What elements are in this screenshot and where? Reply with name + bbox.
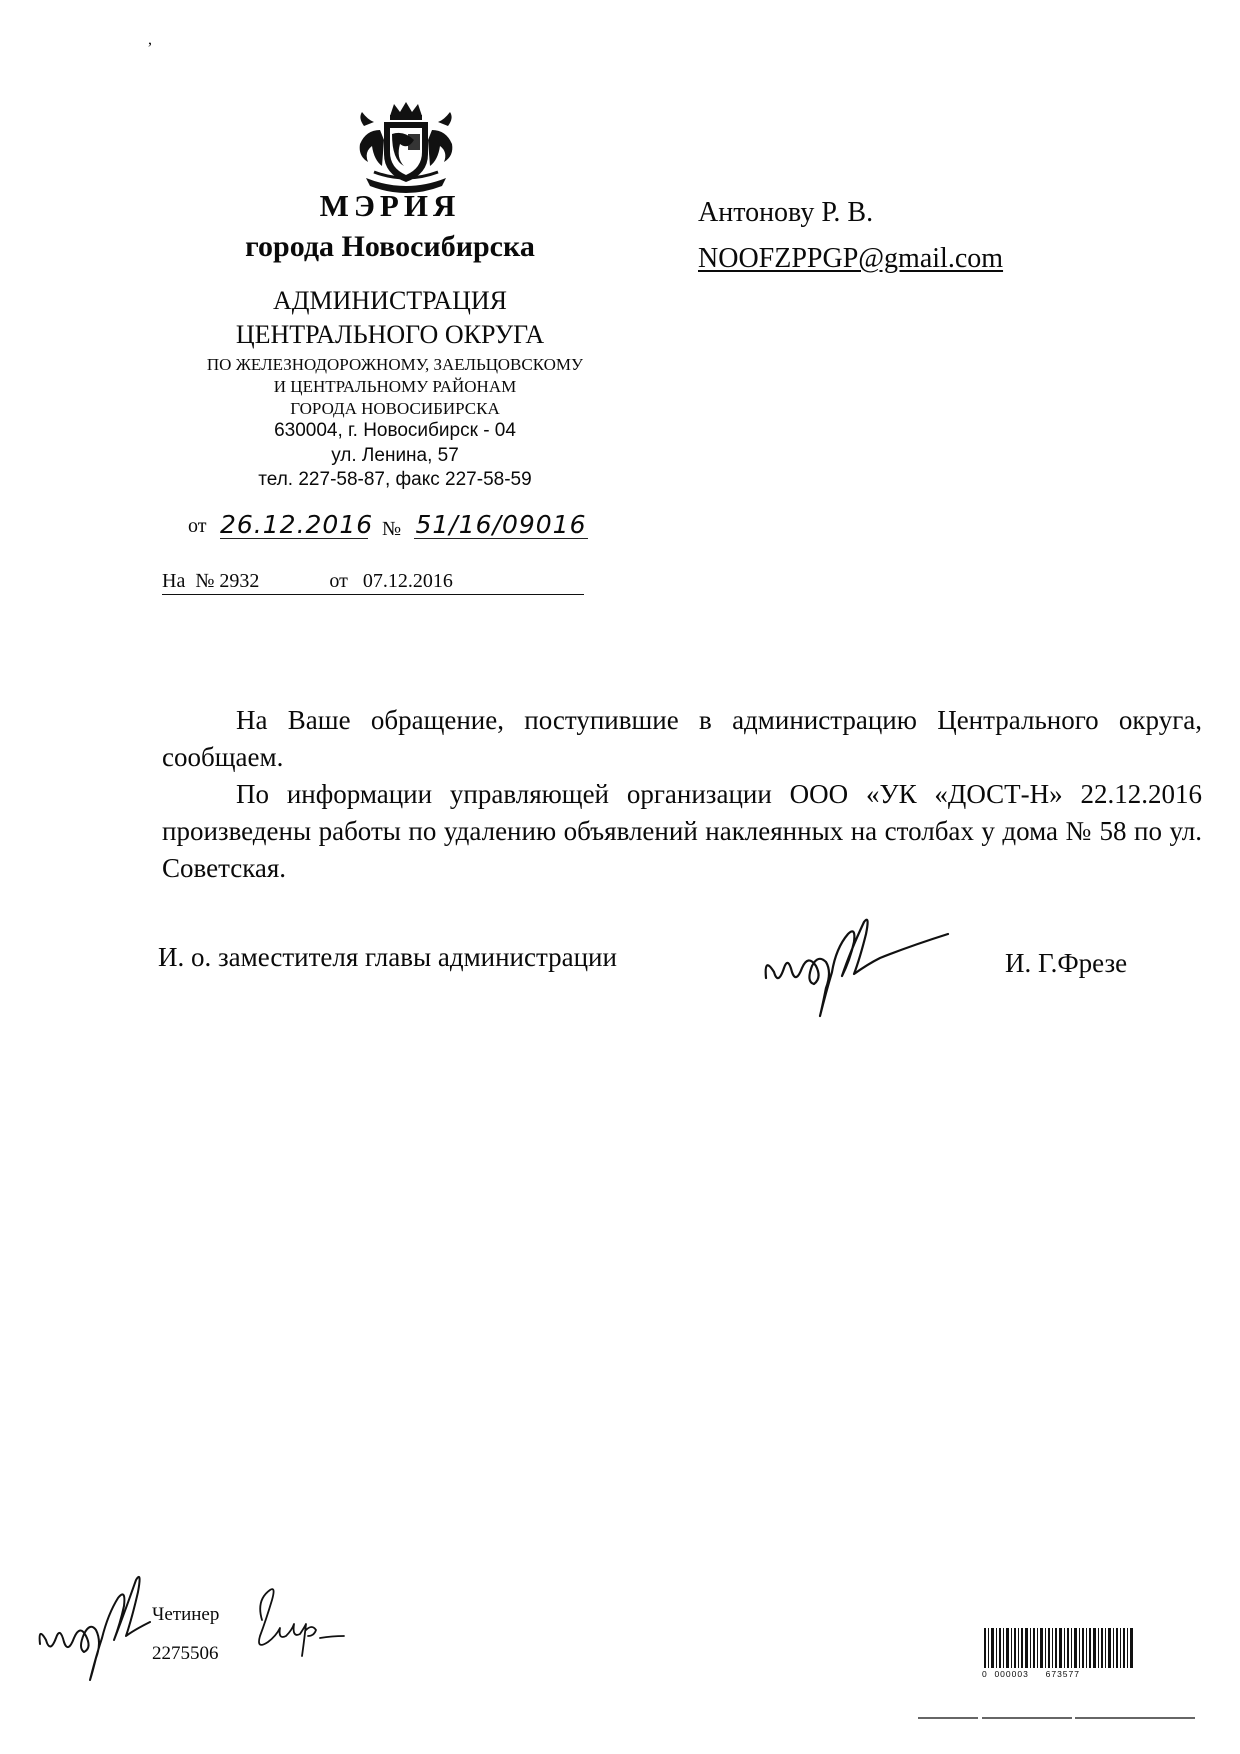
coat-of-arms-icon [344,100,468,196]
signatory-name: И. Г.Фрезе [1005,948,1128,978]
city-title: города Новосибирска [245,230,535,263]
signatory-title: И. о. заместителя главы администрации [158,942,617,972]
scan-mark: , [148,31,152,48]
handwritten-signature-icon [760,912,960,1022]
admin-title-line1: АДМИНИСТРАЦИЯ [273,286,507,315]
districts-line1: ПО ЖЕЛЕЗНОДОРОЖНОМУ, ЗАЕЛЬЦОВСКОМУ [206,355,584,374]
body-paragraph-1: На Ваше обращение, поступившие в администрацию Центрального округа, сообщаем. [162,705,1202,772]
reference-number: 2932 [219,570,260,592]
postcode-city: 630004, г. Новосибирск - 04 [274,420,516,441]
reference-date: 07.12.2016 [362,570,453,592]
phone-fax: тел. 227-58-87, факс 227-58-59 [258,469,532,490]
bottom-rule [918,1717,1198,1719]
outgoing-number-label: № [382,518,402,540]
reference-line [162,570,584,595]
outgoing-date: 26.12.2016 [220,510,374,539]
admin-title-line2: ЦЕНТРАЛЬНОГО ОКРУГА [235,320,545,349]
addressee-name: Антонову Р. В. [698,197,874,228]
street-address: ул. Ленина, 57 [331,445,459,466]
districts-line2: И ЦЕНТРАЛЬНОМУ РАЙОНАМ [273,377,517,396]
reference-date-label: от [329,570,348,592]
executor-phone: 2275506 [152,1643,219,1664]
letter-body [162,702,1202,887]
executor-name: Четинер [152,1604,220,1625]
outgoing-number: 51/16/09016 [415,510,587,539]
barcode-icon [984,1628,1134,1668]
initials-signature-icon [34,1562,164,1682]
addressee-email: NOOFZPPGP@gmail.com [698,243,1004,274]
executor-signature-icon [246,1580,346,1660]
body-paragraph-2: По информации управляющей организации ООО «УК «ДОСТ-Н» 22.12.2016 произведены работы по удалению объявлений наклеянных на столбах у дома № 58 по ул. Советская. [162,779,1202,883]
districts-line3: ГОРОДА НОВОСИБИРСКА [290,399,500,418]
outgoing-date-label: от [188,515,207,537]
organization-title: МЭРИЯ [319,188,461,223]
reference-number-label: На № [162,570,215,592]
barcode-digits: 0 000003 673577 [982,1669,1080,1679]
